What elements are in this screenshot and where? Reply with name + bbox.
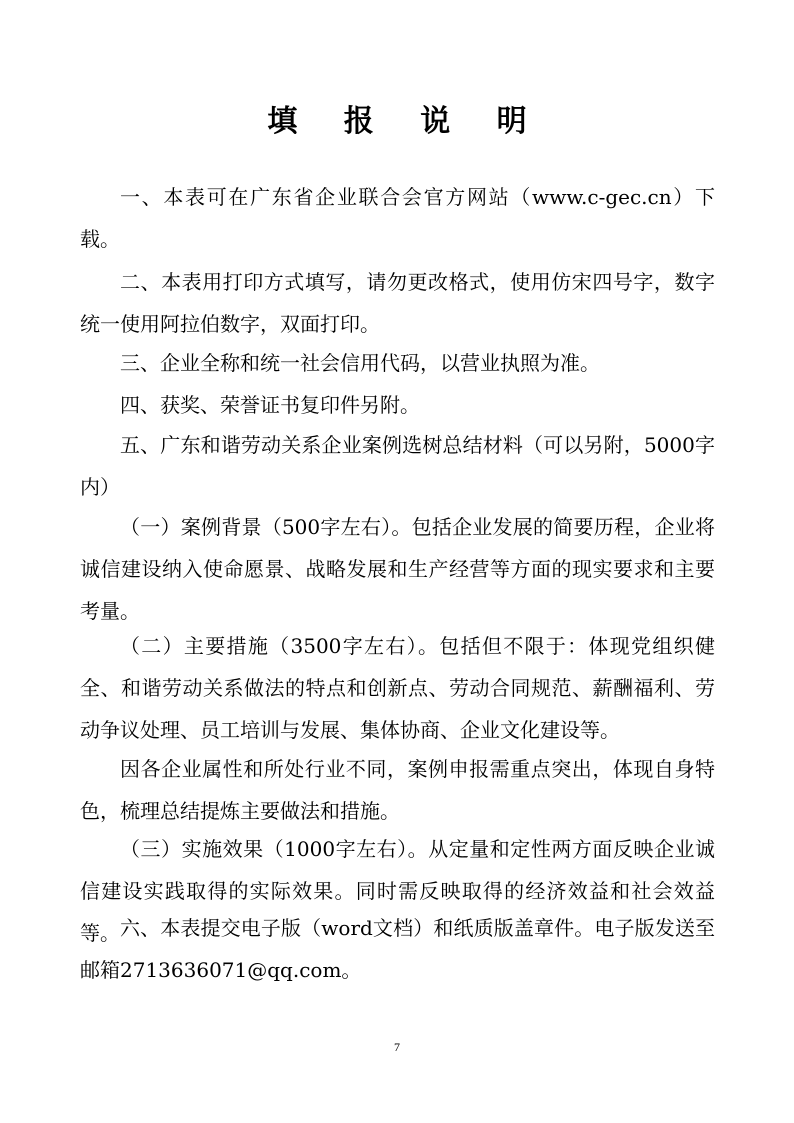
paragraph-8: 因各企业属性和所处行业不同，案例申报需重点突出，体现自身特色，梳理总结提炼主要做法和措施。 [80,757,715,823]
page-number: 7 [394,1040,400,1054]
paragraph-9: （三）实施效果（1000字左右）。从定量和定性两方面反映企业诚信建设实践取得的实际效果。同时需反映取得的经济效益和社会效益等。 [80,837,715,945]
paragraph-7: （二）主要措施（3500字左右）。包括但不限于：体现党组织健全、和谐劳动关系做法的特点和创新点、劳动合同规范、薪酬福利、劳动争议处理、员工培训与发展、集体协商、企业文化建设等。 [80,634,715,742]
paragraph-5: 五、广东和谐劳动关系企业案例选树总结材料（可以另附，5000字内） [80,433,715,499]
paragraph-10: 六、本表提交电子版（word文档）和纸质版盖章件。电子版发送至邮箱2713636071@qq.com。 [80,916,715,982]
paragraph-3: 三、企业全称和统一社会信用代码，以营业执照为准。 [120,351,600,375]
paragraph-1: 一、本表可在广东省企业联合会官方网站（www.c-gec.cn）下载。 [80,185,715,251]
paragraph-2: 二、本表用打印方式填写，请勿更改格式，使用仿宋四号字，数字统一使用阿拉伯数字，双面打印。 [80,270,715,336]
paragraph-4: 四、获奖、荣誉证书复印件另附。 [120,393,420,417]
paragraph-6: （一）案例背景（500字左右）。包括企业发展的简要历程，企业将诚信建设纳入使命愿景、战略发展和生产经营等方面的现实要求和主要考量。 [80,515,715,623]
document-title: 填 报 说 明 [267,104,545,139]
